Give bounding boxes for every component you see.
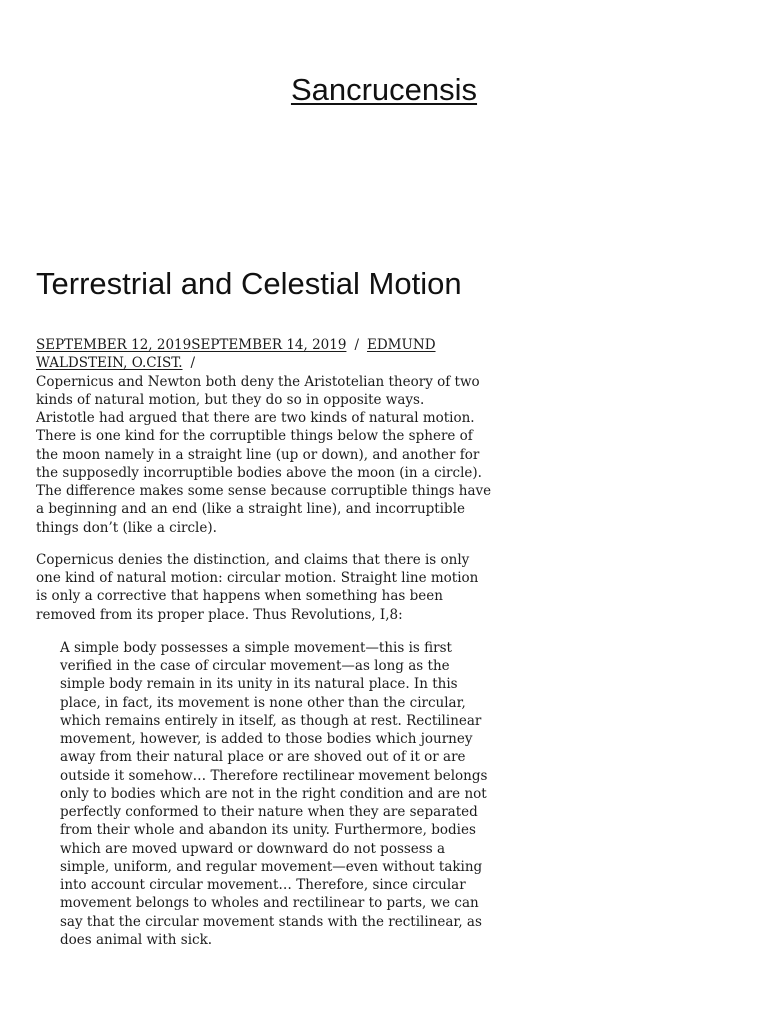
entry-meta	[36, 336, 490, 373]
text-line: A simple body possesses a simple movement—this is first	[60, 639, 452, 656]
text-line: simple, uniform, and regular movement—even without taking	[60, 858, 483, 875]
entry-content	[36, 373, 490, 950]
site-title-link[interactable]: Sancrucensis	[290, 72, 478, 107]
blockquote	[60, 639, 490, 949]
text-line: say that the circular movement stands with the rectilinear, as	[60, 913, 482, 930]
text-line: things don’t (like a circle).	[36, 519, 217, 536]
author-link[interactable]: EDMUND WALDSTEIN, O.CIST.	[36, 337, 436, 372]
text-line: is only a corrective that happens when something has been	[36, 588, 443, 605]
paragraph	[36, 551, 490, 624]
text-line: Copernicus denies the distinction, and claims that there is only	[36, 551, 470, 568]
text-line: removed from its proper place. Thus Revolutions, I,8:	[36, 606, 403, 623]
text-line: the moon namely in a straight line (up or down), and another for	[36, 446, 480, 463]
text-line: away from their natural place or are shoved out of it or are	[60, 749, 466, 766]
text-line: one kind of natural motion: circular motion. Straight line motion	[36, 570, 479, 586]
text-line: There is one kind for the corruptible things below the sphere of	[36, 428, 473, 445]
text-line: into account circular movement… Therefore, since circular	[60, 877, 466, 893]
text-line: Aristotle had argued that there are two kinds of natural motion.	[36, 410, 475, 426]
text-line: simple body remain in its unity in its natural place. In this	[60, 676, 458, 693]
text-line: movement belongs to wholes and rectilinear to parts, we can	[60, 895, 479, 912]
site-header	[0, 72, 768, 108]
text-line: which remains entirely in itself, as though at rest. Rectilinear	[60, 712, 482, 729]
post-title: Terrestrial and Celestial Motion	[36, 266, 462, 301]
text-line: perfectly conformed to their nature when they are separated	[60, 804, 478, 820]
text-line: movement, however, is added to those bodies which journey	[60, 731, 473, 747]
text-line: only to bodies which are not in the right condition and are not	[60, 785, 487, 802]
article	[36, 265, 490, 949]
paragraph	[36, 373, 490, 537]
text-line: verified in the case of circular movement—as long as the	[60, 658, 450, 674]
meta-separator: /	[190, 355, 196, 372]
text-line: Copernicus and Newton both deny the Aristotelian theory of two	[36, 373, 480, 390]
text-line: which are moved upward or downward do not possess a	[60, 840, 445, 857]
text-line: a beginning and an end (like a straight line), and incorruptible	[36, 501, 466, 518]
meta-separator: /	[354, 337, 359, 353]
post-date-link[interactable]	[36, 337, 346, 353]
text-line: outside it somehow… Therefore rectilinear movement belongs	[60, 767, 488, 784]
updated-date[interactable]: SEPTEMBER 14, 2019	[191, 337, 347, 353]
text-line: The difference makes some sense because corruptible things have	[36, 483, 492, 499]
published-date[interactable]: SEPTEMBER 12, 2019	[36, 337, 192, 353]
text-line: place, in fact, its movement is none other than the circular,	[60, 694, 466, 711]
text-line: kinds of natural motion, but they do so in opposite ways.	[36, 391, 425, 408]
text-line: from their whole and abandon its unity. Furthermore, bodies	[60, 822, 476, 839]
text-line: does animal with sick.	[60, 931, 213, 948]
text-line: the supposedly incorruptible bodies above the moon (in a circle).	[36, 464, 482, 481]
